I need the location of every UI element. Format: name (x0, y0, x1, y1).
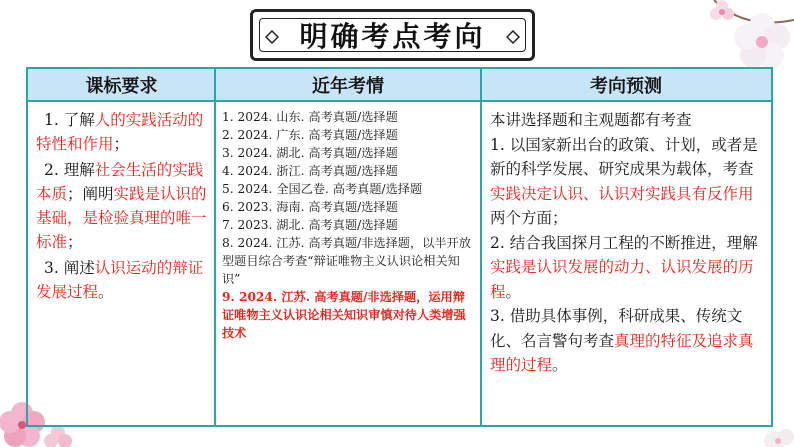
corner-ornament-icon (506, 30, 520, 44)
corner-ornament-icon (265, 30, 279, 44)
column-header-forecast: 考向预测 (481, 69, 771, 102)
standard-item: 2. 理解社会生活的实践本质；阐明实践是认识的基础，是检验真理的唯一标准； (36, 161, 207, 251)
standard-item: 3. 阐述认识运动的辩证发展过程。 (36, 259, 204, 301)
exam-item: 4. 2024. 浙江. 高考真题/选择题 (222, 164, 398, 178)
column-header-exams: 近年考情 (215, 69, 481, 102)
exam-item: 2. 2024. 广东. 高考真题/选择题 (222, 128, 398, 142)
exam-item: 8. 2024. 江苏. 高考真题/非选择题，以半开放型题目综合考查“辩证唯物主义认识论相关知识” (222, 236, 471, 286)
exam-item: 5. 2024. 全国乙卷. 高考真题/选择题 (222, 182, 423, 196)
title-banner (250, 9, 535, 61)
exam-outline-table (26, 67, 773, 427)
exam-item: 6. 2023. 海南. 高考真题/选择题 (222, 200, 398, 214)
forecast-item: 2. 结合我国探月工程的不断推进，理解实践是认识发展的动力、认识发展的历程。 (490, 233, 758, 301)
exam-item: 7. 2023. 湖北. 高考真题/选择题 (222, 218, 398, 232)
exam-item: 1. 2024. 山东. 高考真题/选择题 (222, 110, 398, 124)
standard-item: 1. 了解人的实践活动的特性和作用； (36, 111, 204, 153)
forecast-item: 3. 借助具体事例，科研成果、传统文化、名言警句考查真理的特征及追求真理的过程。 (490, 307, 754, 374)
column-header-standards: 课标要求 (28, 69, 215, 102)
forecast-column (482, 102, 771, 425)
page-title: 明确考点考向 (299, 20, 486, 53)
exams-column (216, 102, 480, 425)
forecast-intro: 本讲选择题和主观题都有考查 (490, 111, 692, 129)
forecast-item: 1. 以国家新出台的政策、计划，或者是新的科学发展、研究成果为载体，考查实践决定认识、认识对实践具有反作用两个方面； (490, 135, 758, 227)
exam-item-highlight: 9. 2024. 江苏. 高考真题/非选择题，运用辩证唯物主义认识论相关知识审慎对待人类增强技术 (222, 290, 466, 340)
exam-item: 3. 2024. 湖北. 高考真题/选择题 (222, 146, 398, 160)
standards-column (28, 102, 215, 425)
